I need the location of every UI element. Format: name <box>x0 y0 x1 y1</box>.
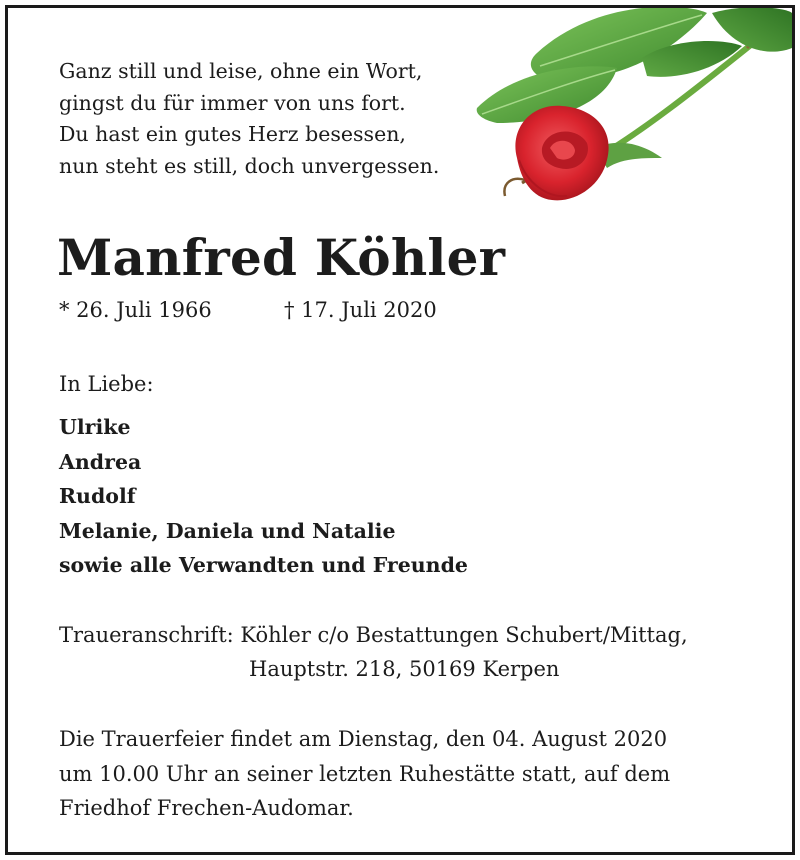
red-rose-image <box>447 8 792 218</box>
mourners-intro: In Liebe: <box>59 372 154 396</box>
funeral-info-line: um 10.00 Uhr an seiner letzten Ruhestätte statt, auf dem <box>59 761 671 786</box>
poem <box>59 56 439 182</box>
mourner-name: Rudolf <box>59 484 136 508</box>
life-dates <box>59 296 437 324</box>
funeral-info-line: Friedhof Frechen-Audomar. <box>59 796 354 820</box>
condolence-address <box>59 618 688 686</box>
mourner-name: sowie alle Verwandten und Freunde <box>59 553 468 577</box>
obituary-notice <box>5 5 795 855</box>
poem-line: Ganz still und leise, ohne ein Wort, <box>59 59 423 83</box>
poem-line: Du hast ein gutes Herz besessen, <box>59 122 406 146</box>
funeral-info-line: Die Trauerfeier findet am Dienstag, den 04. August 2020 <box>59 727 668 751</box>
mourners-list <box>59 410 468 583</box>
poem-line: nun steht es still, doch unvergessen. <box>59 153 440 178</box>
funeral-info <box>59 722 670 826</box>
address-line: Hauptstr. 218, 50169 Kerpen <box>249 657 560 681</box>
mourner-name: Melanie, Daniela und Natalie <box>59 518 396 543</box>
birth-date: * 26. Juli 1966 <box>59 298 212 322</box>
death-date: † 17. Juli 2020 <box>284 298 437 322</box>
address-line: Traueranschrift: Köhler c/o Bestattungen Schubert/Mittag, <box>59 623 688 647</box>
poem-line: gingst du für immer von uns fort. <box>59 90 406 115</box>
deceased-name: Manfred Köhler <box>57 228 506 287</box>
mourner-name: Ulrike <box>59 415 131 439</box>
mourner-name: Andrea <box>59 449 142 474</box>
